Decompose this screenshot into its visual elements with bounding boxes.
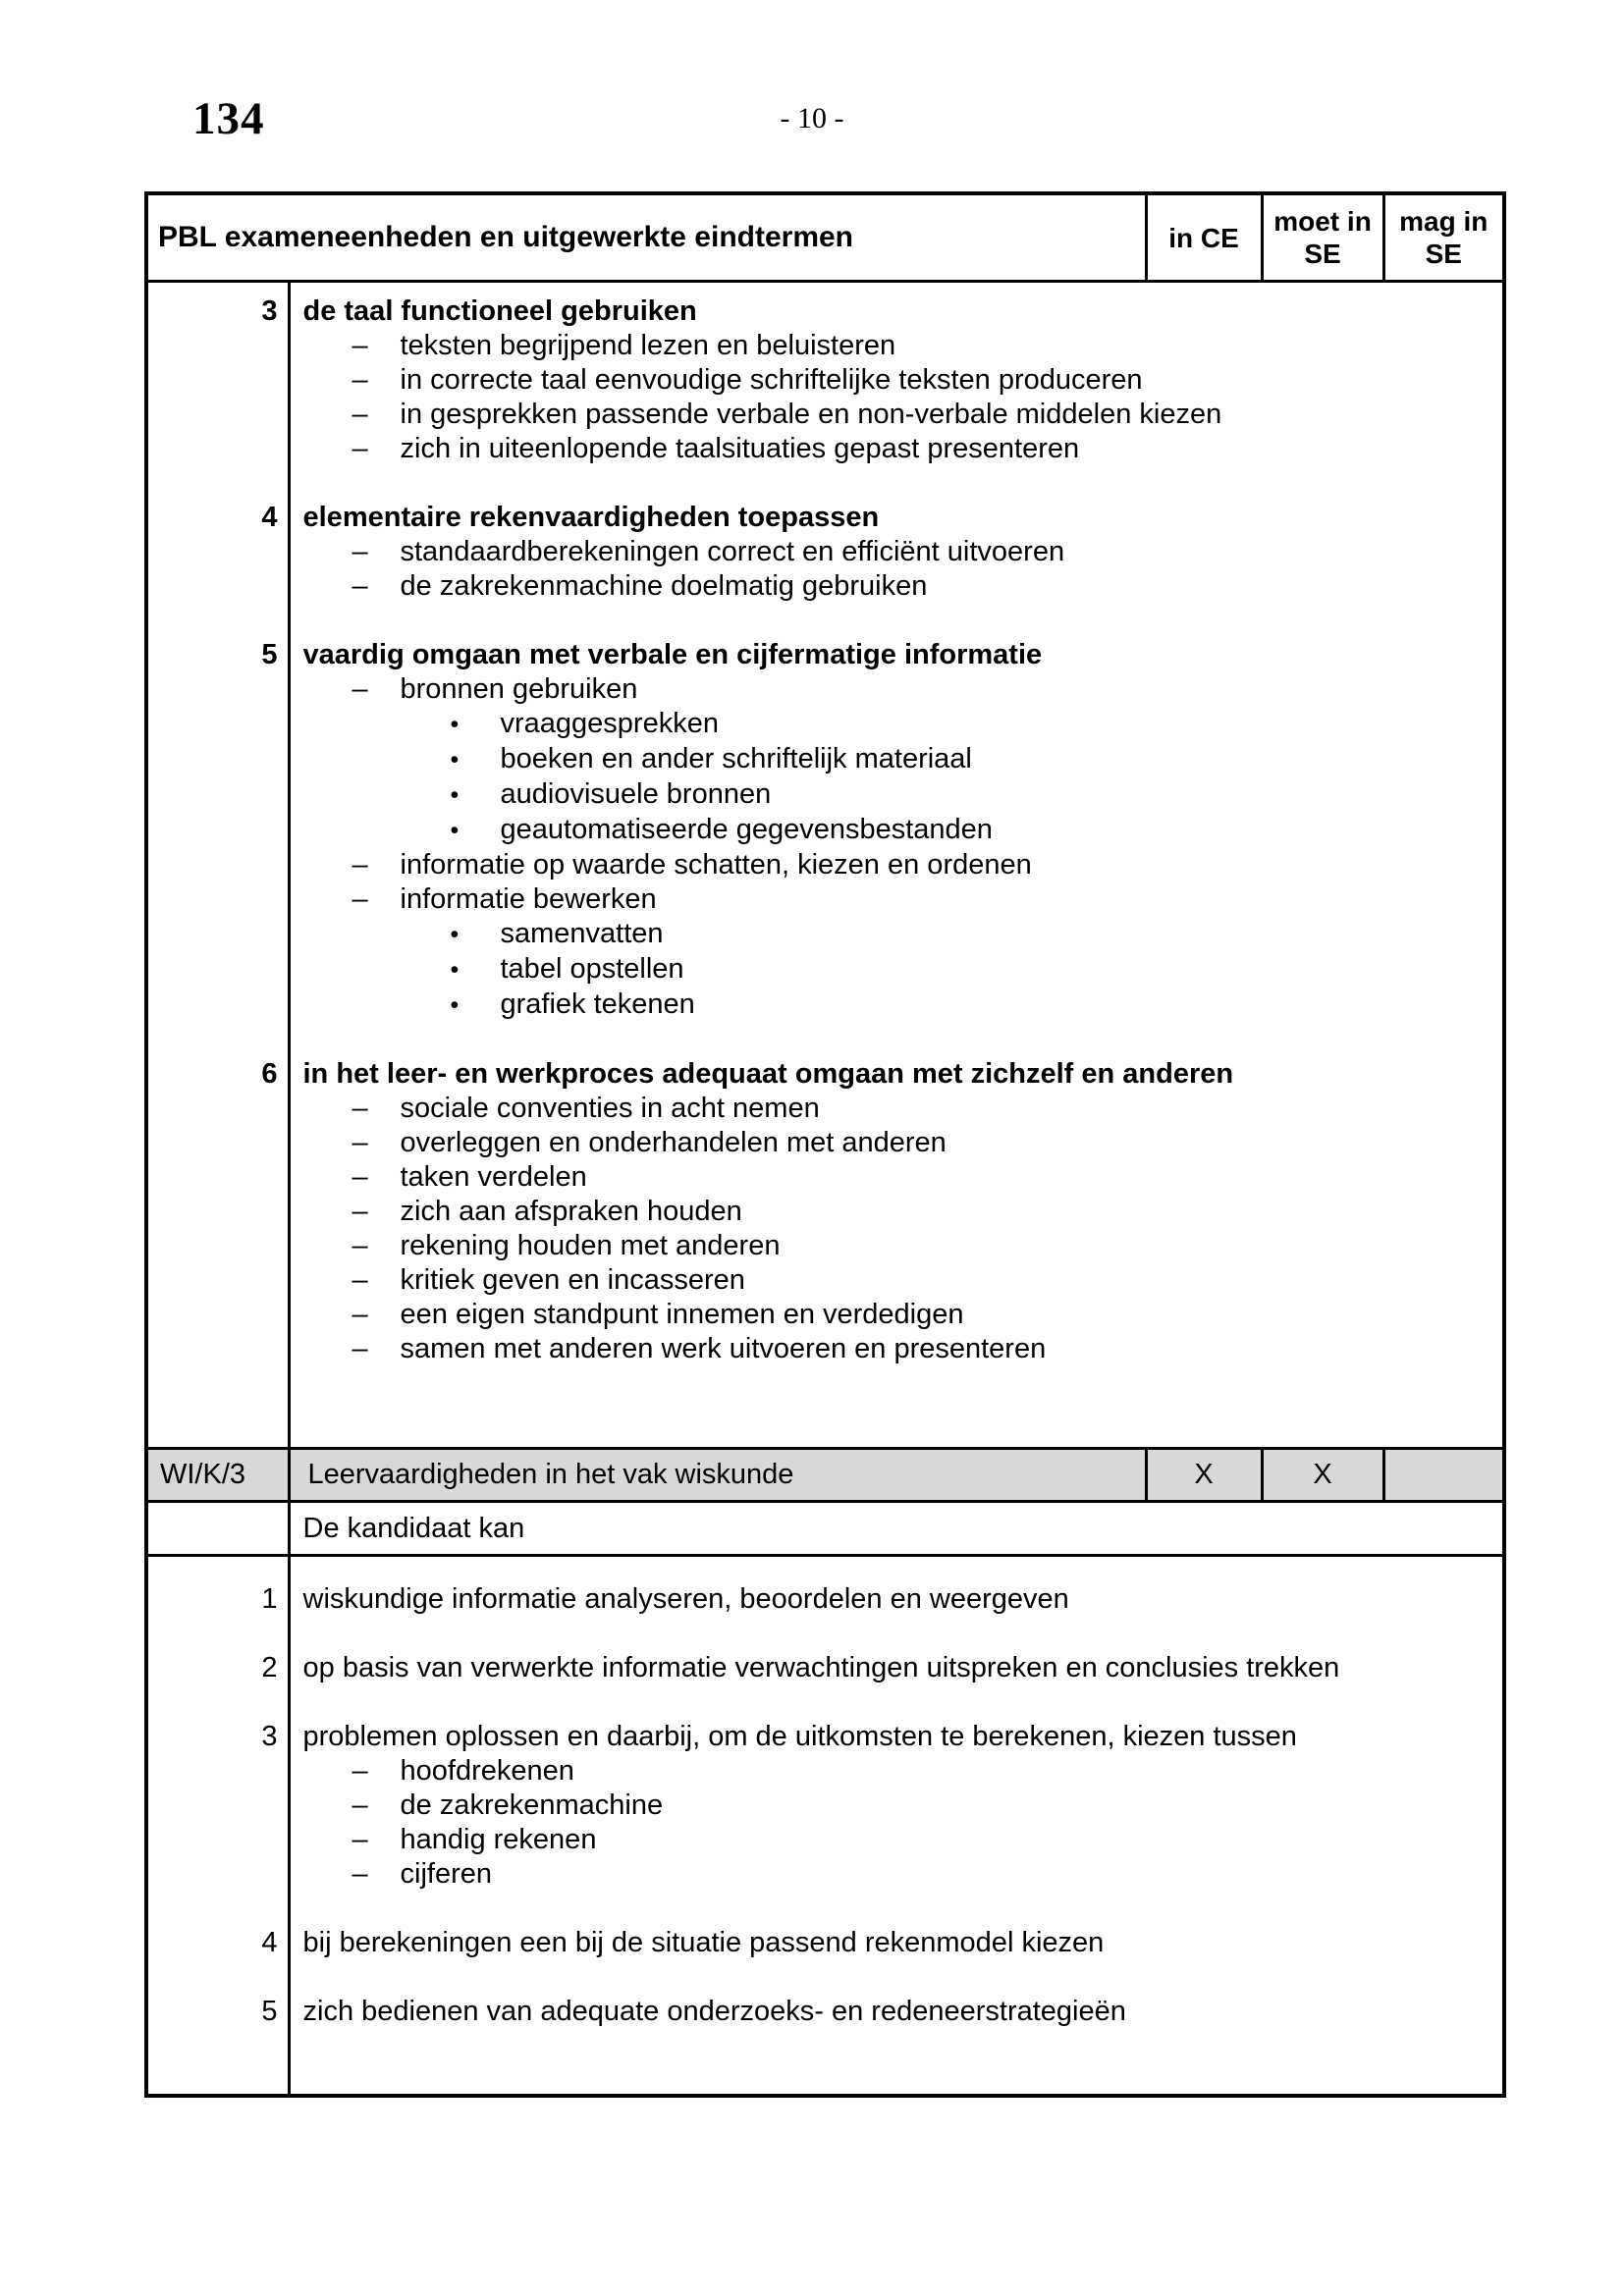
dash-marker: – xyxy=(352,1299,368,1330)
bullet-marker: • xyxy=(450,711,460,738)
dash-marker: – xyxy=(352,1755,368,1787)
dash-marker: – xyxy=(352,1196,368,1227)
sub-item xyxy=(291,398,1495,432)
item-number: 2 xyxy=(261,1652,278,1683)
list-item xyxy=(261,1582,1495,1617)
item-number: 4 xyxy=(261,1927,278,1958)
sub-item xyxy=(291,917,1495,952)
bullet-marker: • xyxy=(450,956,460,984)
sub-item xyxy=(291,952,1495,988)
sub-item-text: sociale conventies in acht nemen xyxy=(400,1093,820,1124)
dash-marker: – xyxy=(352,849,368,881)
dash-marker: – xyxy=(352,399,368,430)
sub-item-text: teksten begrijpend lezen en beluisteren xyxy=(400,330,896,361)
sub-item xyxy=(291,1126,1495,1160)
item-title: op basis van verwerkte informatie verwachtingen uitspreken en conclusies trekken xyxy=(302,1652,1340,1683)
list-item xyxy=(261,1057,1495,1366)
dash-marker: – xyxy=(352,1127,368,1158)
sub-item xyxy=(291,1857,1495,1892)
sub-item xyxy=(291,988,1495,1023)
eindtermen-list-wiskunde xyxy=(261,1556,1504,2097)
list-item xyxy=(261,1651,1495,1685)
dash-marker: – xyxy=(352,1789,368,1821)
item-title: bij berekeningen een bij de situatie passend rekenmodel kiezen xyxy=(302,1927,1105,1958)
sub-item-text: in correcte taal eenvoudige schriftelijke teksten produceren xyxy=(400,364,1143,396)
sub-item-text: cijferen xyxy=(400,1858,492,1890)
sub-item xyxy=(291,329,1495,363)
mark-mag-in-se xyxy=(1383,1449,1504,1502)
sub-item xyxy=(291,569,1495,604)
dash-marker: – xyxy=(352,1093,368,1124)
dash-marker: – xyxy=(352,1333,368,1364)
sub-item-text: audiovisuele bronnen xyxy=(500,778,772,810)
sub-item xyxy=(291,1332,1495,1366)
sub-item xyxy=(291,848,1495,882)
list-item xyxy=(261,638,1495,1023)
exam-unit-title: Leervaardigheden in het vak wiskunde xyxy=(289,1449,1146,1502)
sub-item xyxy=(291,1823,1495,1857)
sub-item xyxy=(291,432,1495,466)
dash-marker: – xyxy=(352,1230,368,1261)
sub-item xyxy=(291,1263,1495,1298)
exam-unit-row xyxy=(146,1449,1504,1502)
sub-item-text: grafiek tekenen xyxy=(500,988,695,1020)
list-item xyxy=(261,1720,1495,1892)
body-block-2-row xyxy=(146,1556,1504,2097)
intro-text: De kandidaat kan xyxy=(289,1502,1504,1556)
number-column xyxy=(146,282,289,1449)
bullet-marker: • xyxy=(450,921,460,948)
sub-item-text: zich aan afspraken houden xyxy=(400,1196,742,1227)
dash-marker: – xyxy=(352,536,368,567)
sub-item-text: handig rekenen xyxy=(400,1824,597,1855)
dash-marker: – xyxy=(352,883,368,915)
sub-item-text: bronnen gebruiken xyxy=(400,673,638,705)
sub-item-text: rekening houden met anderen xyxy=(400,1230,781,1261)
list-item xyxy=(261,294,1495,466)
table-title: PBL exameneenheden en uitgewerkte eindtermen xyxy=(146,193,1146,282)
bullet-marker: • xyxy=(450,746,460,774)
item-title: elementaire rekenvaardigheden toepassen xyxy=(302,502,880,533)
item-title: zich bedienen van adequate onderzoeks- en redeneerstrategieën xyxy=(302,1996,1126,2027)
item-title: in het leer- en werkproces adequaat omgaan met zichzelf en anderen xyxy=(302,1058,1234,1090)
dash-marker: – xyxy=(352,1824,368,1855)
sub-item xyxy=(291,1092,1495,1126)
dash-marker: – xyxy=(352,1161,368,1193)
list-item xyxy=(261,501,1495,604)
item-title: wiskundige informatie analyseren, beoordelen en weergeven xyxy=(302,1583,1069,1615)
sub-item-text: vraaggesprekken xyxy=(500,708,719,739)
exam-unit-code: WI/K/3 xyxy=(146,1449,289,1502)
column-header-mag-in-se: mag in SE xyxy=(1383,193,1504,282)
mark-moet-in-se: X xyxy=(1262,1449,1383,1502)
eindtermen-list-pbl xyxy=(261,282,1504,1449)
sub-item-text: de zakrekenmachine doelmatig gebruiken xyxy=(400,570,928,602)
body-block-1-row xyxy=(146,282,1504,1449)
sub-item-text: samenvatten xyxy=(500,918,664,949)
sub-item-text: samen met anderen werk uitvoeren en presenteren xyxy=(400,1333,1047,1364)
item-title: vaardig omgaan met verbale en cijfermatige informatie xyxy=(302,639,1043,670)
item-number: 3 xyxy=(261,295,278,327)
folio-number: - 10 - xyxy=(780,102,844,134)
sub-item xyxy=(291,1229,1495,1263)
list-item xyxy=(261,1995,1495,2029)
bullet-marker: • xyxy=(450,781,460,809)
sub-item-text: kritiek geven en incasseren xyxy=(400,1264,745,1296)
item-number: 3 xyxy=(261,1721,278,1752)
item-number: 5 xyxy=(261,1996,278,2027)
item-number: 5 xyxy=(261,639,278,670)
sub-item-text: informatie bewerken xyxy=(400,883,657,915)
dash-marker: – xyxy=(352,364,368,396)
sub-item xyxy=(291,1298,1495,1332)
list-item xyxy=(261,1926,1495,1960)
sub-item-text: geautomatiseerde gegevensbestanden xyxy=(500,814,993,845)
dash-marker: – xyxy=(352,1858,368,1890)
sub-item-text: taken verdelen xyxy=(400,1161,587,1193)
sub-item-text: informatie op waarde schatten, kiezen en ordenen xyxy=(400,849,1032,881)
sub-item-text: in gesprekken passende verbale en non-verbale middelen kiezen xyxy=(400,399,1222,430)
sub-item xyxy=(291,707,1495,742)
sub-item xyxy=(291,1195,1495,1229)
sub-item xyxy=(291,672,1495,707)
mark-in-ce: X xyxy=(1146,1449,1262,1502)
sub-item-text: een eigen standpunt innemen en verdedigen xyxy=(400,1299,964,1330)
sub-item-text: overleggen en onderhandelen met anderen xyxy=(400,1127,947,1158)
bullet-marker: • xyxy=(450,817,460,844)
sub-item-text: de zakrekenmachine xyxy=(400,1789,664,1821)
sub-item xyxy=(291,363,1495,398)
dash-marker: – xyxy=(352,330,368,361)
sub-item-text: hoofdrekenen xyxy=(400,1755,574,1787)
sub-item-text: tabel opstellen xyxy=(500,953,684,985)
dash-marker: – xyxy=(352,673,368,705)
item-title: de taal functioneel gebruiken xyxy=(302,295,697,327)
column-header-moet-in-se: moet in SE xyxy=(1262,193,1383,282)
sub-item xyxy=(291,882,1495,917)
table-header-row xyxy=(146,193,1504,282)
item-title: problemen oplossen en daarbij, om de uitkomsten te berekenen, kiezen tussen xyxy=(302,1721,1297,1752)
item-number: 4 xyxy=(261,502,278,533)
intro-row xyxy=(146,1502,1504,1556)
item-number: 6 xyxy=(261,1058,278,1090)
sub-item xyxy=(291,535,1495,569)
column-header-in-ce: in CE xyxy=(1146,193,1262,282)
page-number: 134 xyxy=(192,93,265,144)
sub-item xyxy=(291,1754,1495,1789)
sub-item xyxy=(291,1160,1495,1195)
sub-item-text: boeken en ander schriftelijk materiaal xyxy=(500,743,972,774)
sub-item-text: zich in uiteenlopende taalsituaties gepast presenteren xyxy=(400,433,1080,464)
sub-item-text: standaardberekeningen correct en efficiënt uitvoeren xyxy=(400,536,1065,567)
sub-item xyxy=(291,1789,1495,1823)
eindtermen-table xyxy=(144,191,1506,2098)
number-column xyxy=(146,1502,289,1556)
bullet-marker: • xyxy=(450,991,460,1019)
sub-item xyxy=(291,777,1495,813)
sub-item xyxy=(291,813,1495,848)
item-number: 1 xyxy=(261,1583,278,1615)
dash-marker: – xyxy=(352,570,368,602)
dash-marker: – xyxy=(352,1264,368,1296)
dash-marker: – xyxy=(352,433,368,464)
sub-item xyxy=(291,742,1495,777)
